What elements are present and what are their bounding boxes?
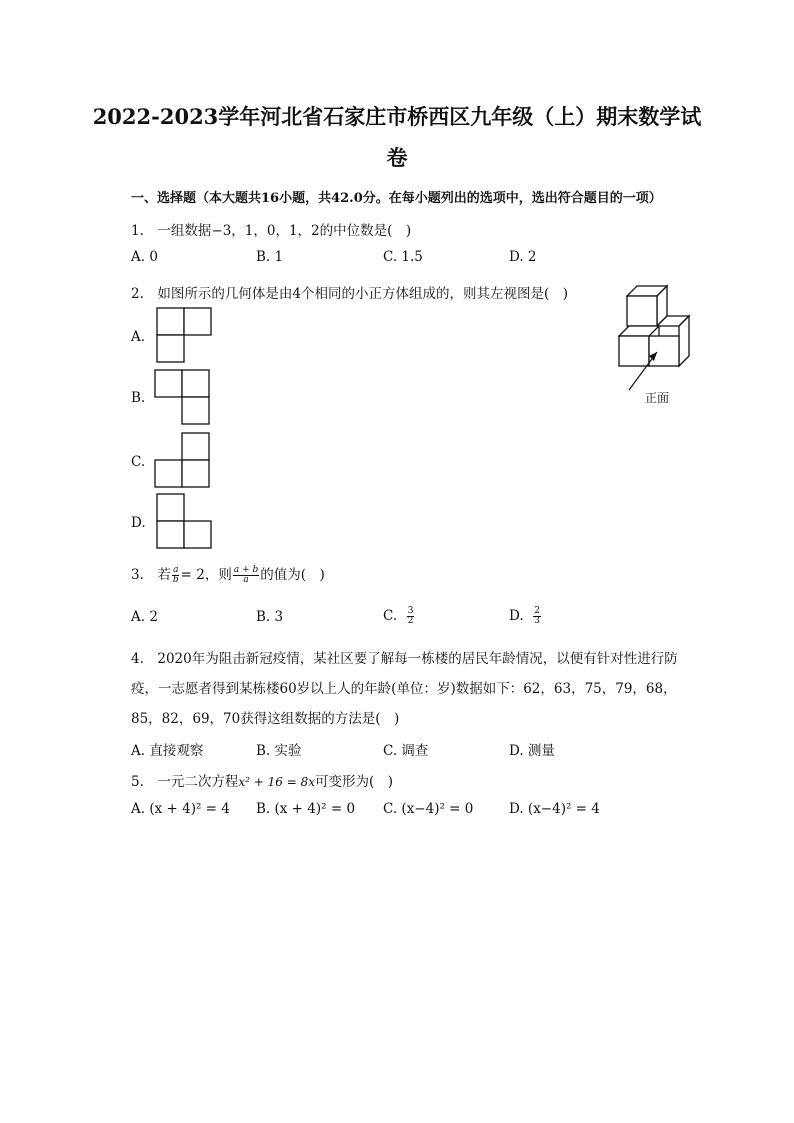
q2-option-d-figure	[156, 493, 212, 549]
q3-fraction-a-over-b	[172, 566, 180, 585]
q4-stem-line1: 4. 2020年为阻击新冠疫情，某社区要了解每一栋楼的居民年龄情况，以便有针对性进行防	[131, 651, 678, 667]
q3-f2-num: a + b	[233, 565, 259, 575]
front-view-label: 正面	[645, 391, 670, 405]
q5-option-d: D. (x−4)² = 4	[509, 801, 600, 817]
q2-option-b-label: B.	[131, 390, 146, 406]
exam-title-line2: 卷	[386, 145, 408, 170]
q3-option-c-label: C.	[383, 608, 398, 624]
q3-option-d-label: D.	[509, 608, 524, 624]
q4-option-a: A. 直接观察	[131, 743, 204, 759]
q3-option-d	[509, 603, 542, 629]
q3-stem	[131, 562, 325, 588]
q2-option-a-label: A.	[131, 329, 146, 345]
q4-option-c: C. 调查	[383, 743, 429, 759]
exam-title-line1: 2022-2023学年河北省石家庄市桥西区九年级（上）期末数学试	[92, 104, 702, 129]
q5-option-b: B. (x + 4)² = 0	[256, 801, 356, 817]
q5-option-c: C. (x−4)² = 0	[383, 801, 474, 817]
q3-option-c-den: 2	[407, 616, 414, 626]
q3-eq: = 2，则	[180, 567, 232, 583]
q5-equation: x² + 16 = 8x	[238, 775, 316, 789]
q1-option-a: A. 0	[131, 249, 158, 265]
q3-option-c-num: 3	[407, 606, 414, 616]
q4-option-b: B. 实验	[256, 743, 302, 759]
q4-option-d: D. 测量	[509, 743, 555, 759]
q3-option-c-fraction	[407, 607, 415, 626]
q5-stem-prefix: 5. 一元二次方程	[131, 774, 239, 790]
q3-option-c	[383, 603, 415, 629]
q4-stem-line2: 疫，一志愿者得到某栋楼60岁以上人的年龄(单位：岁)数据如下：62，63，75，79，68，	[131, 681, 677, 697]
q3-suffix: 的值为( )	[260, 567, 325, 583]
q3-option-d-fraction	[533, 607, 541, 626]
section-heading: 一、选择题（本大题共16小题，共42.0分。在每小题列出的选项中，选出符合题目的一项）	[131, 191, 662, 206]
q5-stem-suffix: 可变形为( )	[315, 774, 394, 790]
q3-option-a: A. 2	[131, 609, 158, 625]
q1-option-b: B. 1	[256, 249, 284, 265]
q4-stem-line3: 85，82，69，70获得这组数据的方法是( )	[131, 711, 400, 727]
q3-fraction-apb-over-a	[233, 566, 259, 585]
q3-prefix: 3. 若	[131, 567, 171, 583]
q3-f1-num: a	[173, 565, 179, 575]
q2-option-c-figure	[154, 432, 210, 488]
q3-f1-den: b	[172, 575, 179, 585]
q1-stem: 1. 一组数据−3，1，0，1，2的中位数是( )	[131, 223, 412, 239]
q3-f2-den: a	[243, 575, 249, 585]
q2-stem: 2. 如图所示的几何体是由4个相同的小正方体组成的，则其左视图是( )	[131, 286, 569, 302]
q1-option-c: C. 1.5	[383, 249, 423, 265]
q3-option-d-num: 2	[534, 606, 540, 616]
q3-option-d-den: 3	[534, 616, 540, 626]
q5-option-a: A. (x + 4)² = 4	[131, 801, 230, 817]
q1-option-d: D. 2	[509, 249, 537, 265]
q2-option-a-figure	[156, 307, 212, 363]
q3-option-b: B. 3	[256, 609, 284, 625]
q2-option-c-label: C.	[131, 454, 146, 470]
q2-option-b-figure	[154, 369, 210, 425]
q2-option-d-label: D.	[131, 515, 146, 531]
q5-stem	[131, 770, 393, 790]
